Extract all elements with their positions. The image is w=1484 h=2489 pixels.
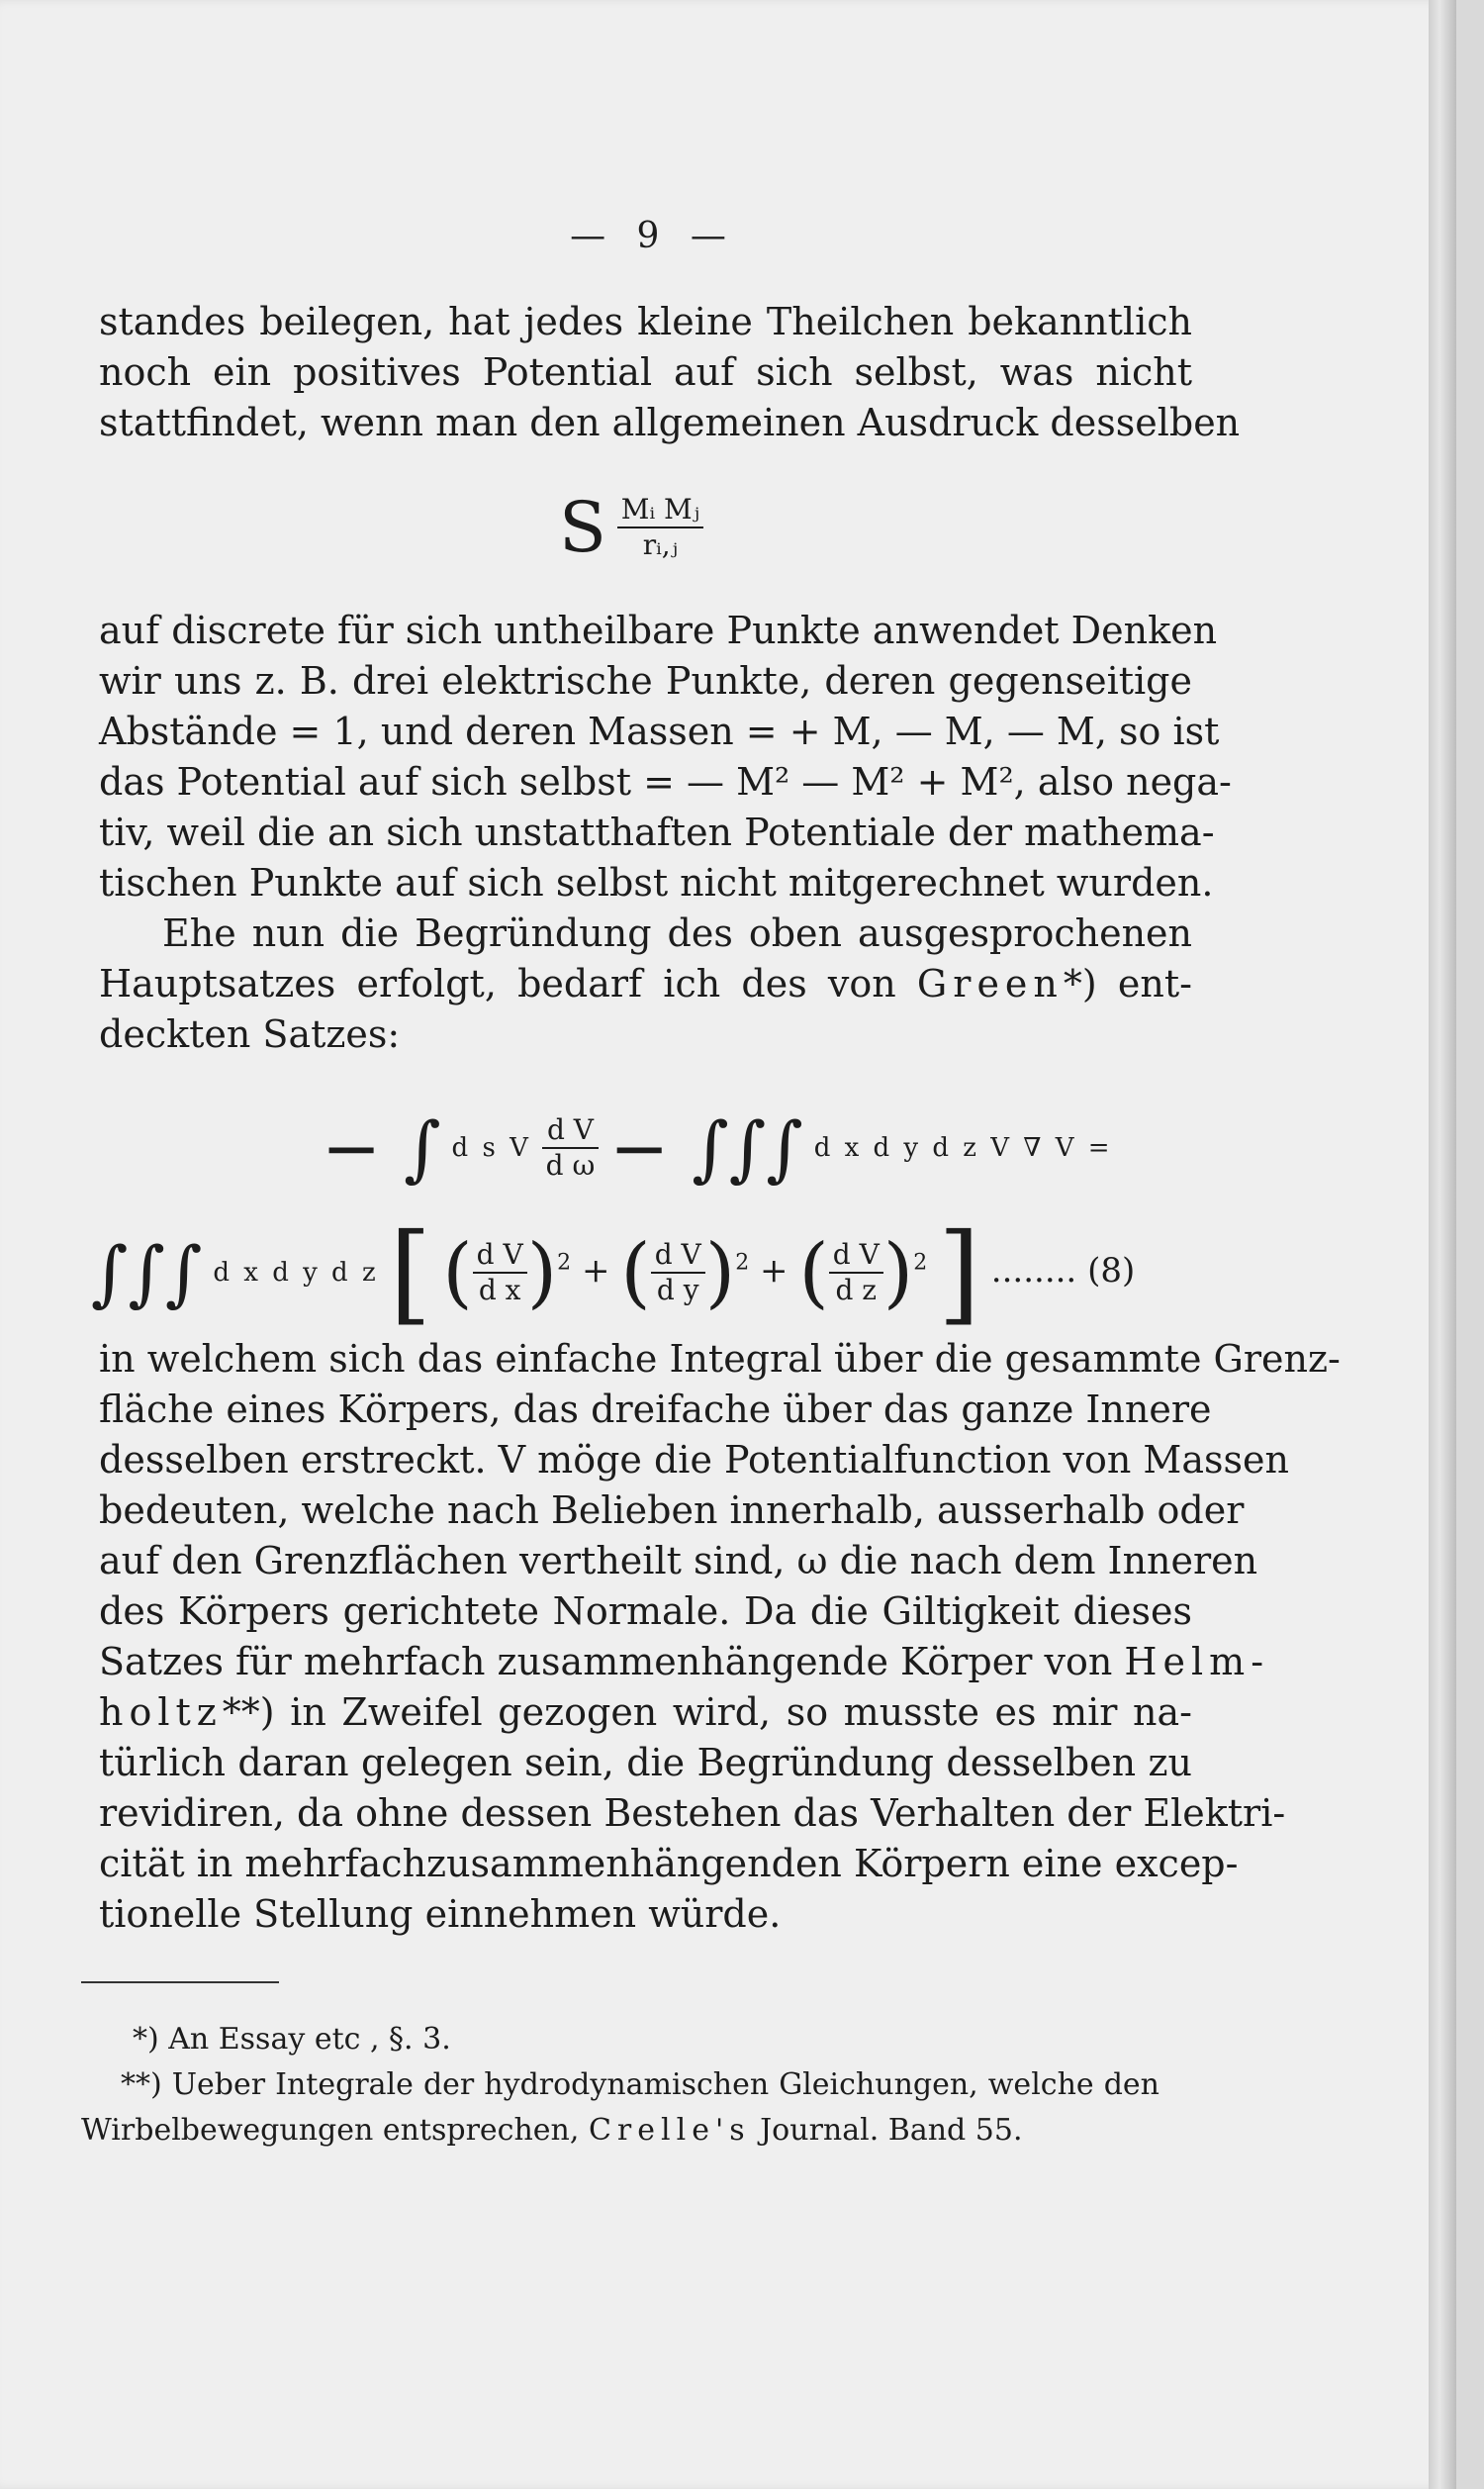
fraction-numerator: Mᵢ Mⱼ: [617, 493, 703, 528]
text-line: noch ein positives Potential auf sich selbst, was nicht: [99, 350, 1192, 394]
paragraph-3: [99, 909, 1192, 1060]
text-line: deckten Satzes:: [99, 1012, 401, 1056]
fraction-denominator: d z: [835, 1274, 878, 1306]
footnotes: [81, 2017, 1159, 2154]
text-fragment: *) ent-: [1063, 962, 1192, 1005]
text-line: cität in mehrfachzusammenhängenden Körpern eine excep-: [99, 1842, 1239, 1885]
fraction-denominator: d x: [478, 1274, 521, 1306]
paragraph-2: [99, 606, 1232, 909]
text-line: in welchem sich das einfache Integral über die gesammte Grenz-: [99, 1337, 1341, 1381]
formula-sum-potential: [559, 487, 703, 568]
fraction: [617, 493, 703, 562]
footnote-2-continuation: [81, 2108, 1159, 2154]
sum-symbol: S: [559, 487, 606, 568]
text-line: tischen Punkte auf sich selbst nicht mitgerechnet wurden.: [99, 861, 1214, 905]
fraction: [473, 1238, 527, 1307]
exponent: 2: [735, 1250, 750, 1276]
exponent: 2: [913, 1250, 928, 1276]
text-line: bedeuten, welche nach Belieben innerhalb, ausserhalb oder: [99, 1488, 1245, 1532]
fraction-denominator: d y: [656, 1274, 699, 1306]
fraction-numerator: d V: [651, 1238, 705, 1274]
ds-v: d s V: [451, 1133, 531, 1163]
journal-name-crelle: Crelle's: [588, 2113, 751, 2148]
right-bracket: ]: [938, 1209, 980, 1336]
plus-sign: +: [581, 1251, 610, 1291]
text-line: türlich daran gelegen sein, die Begründung desselben zu: [99, 1741, 1192, 1784]
text-line: fläche eines Körpers, das dreifache über das ganze Innere: [99, 1388, 1212, 1431]
integrand: d x d y d z V ∇ V =: [813, 1133, 1113, 1163]
equation-label: (8): [1087, 1251, 1136, 1291]
paragraph-1: [99, 297, 1241, 448]
left-bracket: [: [389, 1209, 432, 1336]
text-line: wir uns z. B. drei elektrische Punkte, deren gegenseitige: [99, 659, 1192, 703]
plus-sign: +: [760, 1251, 788, 1291]
text-line: tiv, weil die an sich unstatthaften Potentiale der mathema-: [99, 811, 1215, 854]
formula-green-lhs: [322, 1106, 1113, 1190]
text-line: stattfindet, wenn man den allgemeinen Ausdruck desselben: [99, 401, 1241, 444]
triple-integral-sign: − ∫∫∫: [609, 1106, 803, 1190]
right-paren: ): [526, 1228, 558, 1317]
triple-integral-sign: ∫∫∫: [91, 1231, 203, 1314]
author-name-helmholtz: Helm-: [1124, 1640, 1270, 1683]
text-line: auf den Grenzflächen vertheilt sind, ω die nach dem Inneren: [99, 1539, 1258, 1582]
text-line: [99, 1687, 1192, 1738]
left-paren: (: [798, 1228, 829, 1317]
footnote-1: *) An Essay etc , §. 3.: [133, 2022, 451, 2057]
text-line: Abstände = 1, und deren Massen = + M, — M, — M, so ist: [99, 710, 1220, 753]
text-fragment: Hauptsatzes erfolgt, bedarf ich des von: [99, 962, 896, 1005]
text-line: auf discrete für sich untheilbare Punkte anwendet Denken: [99, 609, 1218, 652]
formula-green-rhs: [91, 1209, 1135, 1336]
text-fragment: Wirbelbewegungen entsprechen,: [81, 2113, 580, 2148]
fraction: [542, 1113, 600, 1183]
page-edge: [1429, 0, 1456, 2489]
right-paren: ): [882, 1228, 914, 1317]
fraction-numerator: d V: [829, 1238, 883, 1274]
text-line: Ehe nun die Begründung des oben ausgesprochenen: [162, 911, 1192, 955]
text-line: des Körpers gerichtete Normale. Da die Giltigkeit dieses: [99, 1589, 1192, 1633]
footnote-rule: [81, 1981, 279, 1983]
text-line: standes beilegen, hat jedes kleine Theilchen bekanntlich: [99, 300, 1192, 343]
leader-dots: ........: [990, 1251, 1077, 1291]
text-fragment: **) in Zweifel gezogen wird, so musste es mir na-: [222, 1690, 1192, 1734]
right-paren: ): [704, 1228, 736, 1317]
fraction: [829, 1238, 883, 1307]
page-number: — 9 —: [570, 216, 736, 256]
text-line: revidiren, da ohne dessen Bestehen das Verhalten der Elektri-: [99, 1791, 1286, 1835]
text-line: [99, 1637, 1270, 1687]
text-line: desselben erstreckt. V möge die Potentialfunction von Massen: [99, 1438, 1289, 1482]
fraction-denominator: d ω: [545, 1149, 596, 1182]
text-fragment: Journal. Band 55.: [760, 2113, 1023, 2148]
volume-element: d x d y d z: [213, 1258, 379, 1288]
paragraph-4: [99, 1334, 1341, 1940]
text-line: tionelle Stellung einnehmen würde.: [99, 1892, 782, 1936]
text-fragment: Satzes für mehrfach zusammenhängende Körper von: [99, 1640, 1113, 1683]
text-line: [99, 959, 1192, 1009]
left-paren: (: [442, 1228, 473, 1317]
author-name-helmholtz: holtz: [99, 1690, 223, 1734]
footnote-2: **) Ueber Integrale der hydrodynamischen Gleichungen, welche den: [121, 2067, 1159, 2102]
integral-sign: − ∫: [322, 1106, 441, 1190]
text-line: das Potential auf sich selbst = — M² — M² + M², also nega-: [99, 760, 1232, 804]
author-name-green: Green: [916, 962, 1064, 1005]
fraction-numerator: d V: [542, 1113, 600, 1149]
fraction: [651, 1238, 705, 1307]
fraction-denominator: rᵢ,ⱼ: [642, 528, 679, 561]
left-paren: (: [620, 1228, 651, 1317]
exponent: 2: [557, 1250, 572, 1276]
fraction-numerator: d V: [473, 1238, 527, 1274]
